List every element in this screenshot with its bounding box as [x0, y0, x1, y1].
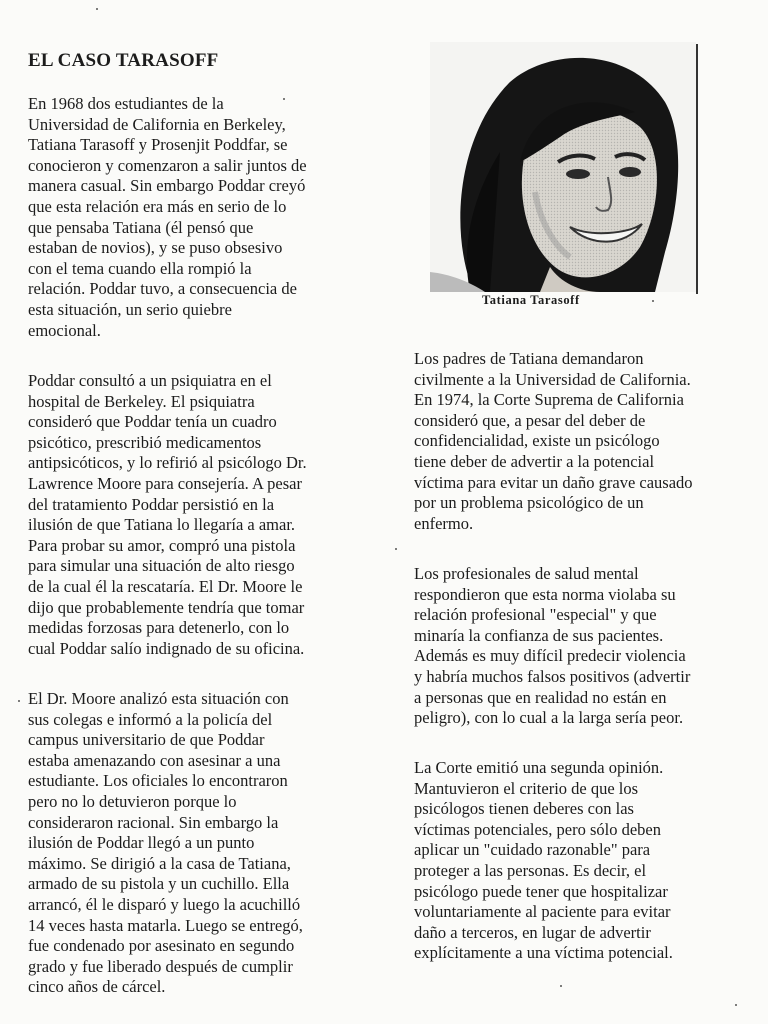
- paragraph-treatment: Poddar consultó a un psiquiatra en el hospital de Berkeley. El psiquiatra consideró que Poddar tenía un cuadro psicótico, prescribió medicamentos antipsicóticos, y lo refirió al psicólogo Dr. Lawrence Moore para consejería. A pesar del tratamiento Poddar persistió en la ilusión de que Tatiana lo llegaría a amar. Para probar su amor, compró una pistola para simular una situación de alto riesgo de la cual él la rescataría. El Dr. Moore le dijo que probablemente tendría que tomar medidas forzosas para detenerlo, con lo cual Poddar salío indignado de su oficina.: [28, 371, 307, 658]
- scan-speck: [96, 8, 98, 10]
- paragraph-lawsuit: Los padres de Tatiana demandaron civilmente a la Universidad de California. En 1974, la Corte Suprema de California consideró que, a pesar del deber de confidencialidad, existe un psicólogo tiene deber de advertir a la potencial víctima para evitar un daño grave causado por un problema psicológico de un enfermo.: [414, 349, 693, 533]
- scan-speck: [560, 985, 562, 987]
- paragraph-background: En 1968 dos estudiantes de la Universidad de California en Berkeley, Tatiana Tarasoff y Prosenjit Poddfar, se conocieron y comenzaron a salir juntos de manera casual. Sin embargo Poddar creyó que esta relación era más en serio de lo que pensaba Tatiana (él pensó que estaban de novios), y se puso obsesivo con el tema cuando ella rompió la relación. Poddar tuvo, a consecuencia de esta situación, un serio quiebre emocional.: [28, 94, 307, 340]
- scan-speck: [395, 548, 397, 550]
- photo-border-line: [696, 44, 698, 294]
- paragraph-murder: El Dr. Moore analizó esta situación con sus colegas e informó a la policía del campus universitario de que Poddar estaba amenazando con asesinar a una estudiante. Los oficiales lo encontraron pero no lo detuvieron porque lo consideraron racional. Sin embargo la ilusión de Poddar llegó a un punto máximo. Se dirigió a la casa de Tatiana, armado de su pistola y un cuchillo. Ella arrancó, él le disparó y luego la acuchilló 14 veces hasta matarla. Luego se entregó, fue condenado por asesinato en segundo grado y fue liberado después de cumplir cinco años de cárcel.: [28, 689, 303, 997]
- scan-speck: [283, 98, 285, 100]
- portrait-illustration: [430, 42, 696, 292]
- scan-speck: [652, 300, 654, 302]
- photo-caption: Tatiana Tarasoff: [482, 293, 580, 307]
- article-title: EL CASO TARASOFF: [28, 50, 219, 71]
- paragraph-second-opinion: La Corte emitió una segunda opinión. Mantuvieron el criterio de que los psicólogos tienen deberes con las víctimas potenciales, pero sólo deben aplicar un "cuidado razonable" para proteger a las personas. Es decir, el psicólogo puede tener que hospitalizar voluntariamente al paciente para evitar daño a terceros, en lugar de advertir explícitamente a una víctima potencial.: [414, 758, 673, 963]
- paragraph-response: Los profesionales de salud mental respondieron que esta norma violaba su relación profesional "especial" y que minaría la confianza de sus pacientes. Además es muy difícil predecir violencia y habría muchos falsos positivos (advertir a personas que en realidad no están en peligro), con lo cual a la larga sería peor.: [414, 564, 691, 728]
- scan-speck: [735, 1004, 737, 1006]
- scan-speck: [18, 700, 20, 702]
- portrait-photo: [430, 42, 696, 292]
